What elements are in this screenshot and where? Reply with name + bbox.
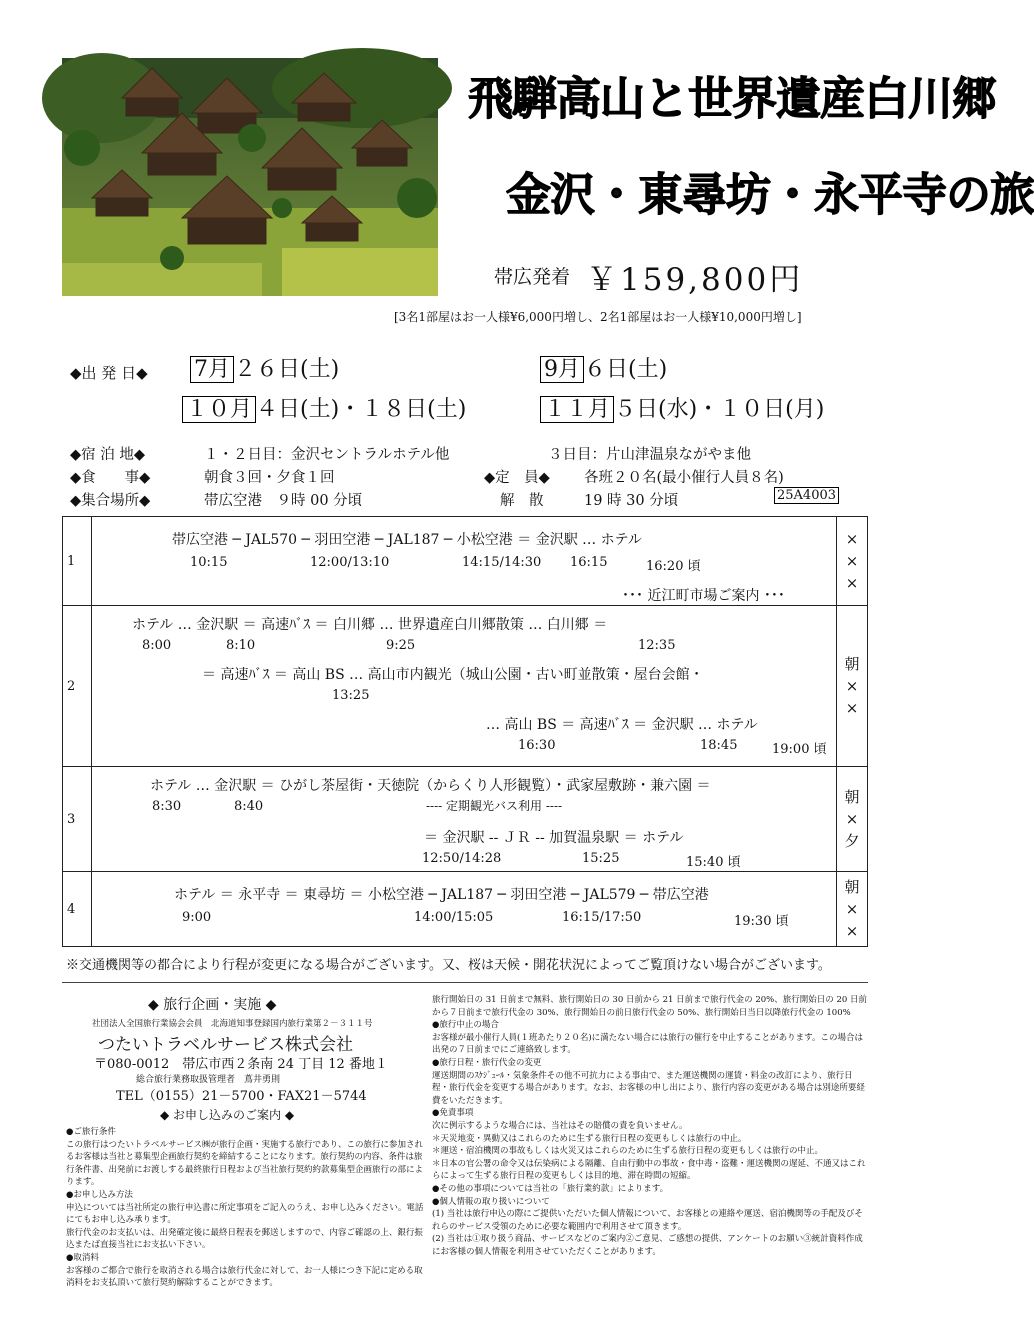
day-number: 3 (63, 767, 92, 872)
terms-text: (1) 当社は旅行申込の際にご提供いただいた個人情報について、お客様との連絡や運送、宿泊機関等の手配及びそれらのサービス受領のために必要な範囲内で利用させて頂きます。 (432, 1209, 863, 1232)
terms-text: ●個人情報の取り扱いについて (432, 1196, 550, 1207)
company-name: つたいトラベルサービス株式会社 (98, 1035, 353, 1055)
itinerary-table (62, 516, 868, 947)
depart-label: 帯広発着 (494, 266, 571, 288)
terms-text: 申込については当社所定の旅行申込書に所定事項をご記入のうえ、お申し込みください。電話にてもお申し込み承ります。 (66, 1202, 424, 1226)
schedule-footnote: ※交通機関等の都合により行程が変更になる場合がございます。又、桜は天候・開花状況によってご覧頂けない場合がございます。 (66, 958, 831, 973)
association-note: 社団法人全国旅行業協会会員 北海道知事登録国内旅行業第２－３１１号 (92, 1019, 373, 1029)
time: 14:15/14:30 (462, 555, 542, 570)
route-line: ＝ 高速ﾊﾞｽ ＝ 高山 BS … 高山市内観光（城山公園・古い町並散策・屋台会館・ (202, 667, 704, 683)
terms-text: ●旅行日程・旅行代金の変更 (432, 1057, 542, 1068)
capacity-label: ◆定 員◆ (484, 470, 550, 486)
breakfast: 朝 (844, 878, 860, 896)
stay-nights-1-2: １・２日目：金沢セントラルホテル他 (204, 447, 450, 463)
time: 13:25 (332, 688, 370, 703)
date-september-days: ６日(土) (584, 357, 668, 382)
route-line: 帯広空港 ─ JAL570 ─ 羽田空港 ─ JAL187 ─ 小松空港 ＝ 金沢駅 … ホテル (172, 532, 642, 548)
route-line: ホテル … 金沢駅 ＝ ひがし茶屋街・天徳院（からくり人形観覧）・武家屋敷跡・兼六園 ＝ (150, 778, 711, 794)
dismissal-value: 19 時 30 分頃 (584, 493, 679, 509)
date-november-days: ５日(水)・１０日(月) (614, 397, 825, 422)
price: ￥159,800円 (586, 262, 804, 298)
date-november-month: １１月 (540, 396, 614, 423)
itinerary-day-1 (63, 517, 868, 606)
terms-text: ●取消料 (66, 1252, 99, 1263)
terms-text: 旅行開始日の 31 日前まで無料、旅行開始日の 30 日前から 21 日前まで旅行代金の 20%、旅行開始日の 20 日前から７日前まで旅行代金の 30%、旅行開始日の前日旅行代金の 50%、旅行開始日当日以降旅行代金の 100% (432, 995, 867, 1018)
time: 8:10 (226, 638, 256, 653)
dismissal-label: 解 散 (500, 493, 544, 509)
apply-heading: ◆ お申し込みのご案内 ◆ (160, 1108, 295, 1122)
stay-night-3: ３日目：片山津温泉ながやま他 (548, 447, 751, 463)
breakfast: 朝 (844, 655, 860, 673)
meal-value: 朝食３回・夕食１回 (204, 470, 335, 486)
company-heading: ◆ 旅行企画・実施 ◆ (148, 997, 277, 1013)
terms-text: 運送期間のｽｹｼﾞｭｰﾙ・気象条件その他不可抗力による事由で、また運送機関の運賃・料金の改訂により、旅行日程・旅行代金を変更する場合があります。なお、お客様の申し出により、旅行内容の変更がある場合は別途所要経費をいただきます。 (432, 1070, 865, 1106)
time: 8:00 (142, 638, 172, 653)
terms-text: ●その他の事項については当社の「旅行業約款」によります。 (432, 1183, 669, 1194)
route-line: ホテル ＝ 永平寺 ＝ 東尋坊 ＝ 小松空港 ─ JAL187 ─ 羽田空港 ─ JAL579 ─ 帯広空港 (174, 887, 709, 903)
contact-phone-fax: TEL（0155）21－5700・FAX21－5744 (116, 1089, 367, 1104)
time: 10:15 (190, 555, 228, 570)
company-address: 〒080-0012 帯広市西２条南 24 丁目 12 番地１ (94, 1057, 388, 1072)
terms-text: ●旅行中止の場合 (432, 1020, 499, 1031)
date-september-month: 9月 (540, 356, 584, 383)
section-divider (62, 982, 868, 983)
time: 9:00 (182, 910, 212, 925)
date-july-days: ２６日(土) (234, 357, 340, 382)
date-september (540, 352, 667, 383)
dinner: × (845, 574, 859, 592)
lunch: × (845, 810, 859, 828)
day-number: 2 (63, 606, 92, 767)
date-july (190, 352, 339, 383)
time: 15:25 (582, 851, 620, 866)
tour-subtitle: 金沢・東尋坊・永平寺の旅 (506, 168, 1034, 221)
meal-label: ◆食 事◆ (70, 470, 151, 486)
meals (837, 767, 868, 872)
route-line: … 高山 BS ＝ 高速ﾊﾞｽ ＝ 金沢駅 … ホテル (486, 717, 758, 733)
manager: 総合旅行業務取扱管理者 蔦井勇則 (136, 1075, 281, 1085)
tour-title: 飛騨高山と世界遺産白川郷 (468, 72, 997, 125)
terms-text: お客様のご都合で旅行を取消される場合は旅行代金に対して、お一人様につき下記に定める取消料をお支払頂いて旅行契約解除することができます。 (66, 1265, 423, 1289)
route-line: ＝ 金沢駅 -- ＪＲ -- 加賀温泉駅 ＝ ホテル (424, 830, 684, 846)
terms-text: ＊運送・宿泊機関の事故もしくは火災又はこれらのために生ずる旅行日程の変更もしくは旅行の中止。 (432, 1146, 824, 1157)
date-october (182, 392, 466, 423)
day-number: 4 (63, 872, 92, 947)
stay-label: ◆宿 泊 地◆ (70, 447, 146, 463)
market-note: ･･･ 近江町市場ご案内 ･･･ (622, 588, 785, 604)
lunch: × (845, 677, 859, 695)
terms-text: ＊天災地変・異動又はこれらのために生ずる旅行日程の変更もしくは旅行の中止。 (432, 1133, 747, 1144)
time: 14:00/15:05 (414, 910, 494, 925)
time: 16:20 頃 (646, 559, 701, 574)
lunch: × (845, 552, 859, 570)
meeting-label: ◆集合場所◆ (70, 493, 151, 509)
terms-text: 次に例示するような場合には、当社はその賠償の責を負いません。 (432, 1120, 688, 1131)
time: 19:30 頃 (734, 914, 789, 929)
dinner: × (845, 922, 859, 940)
meals (837, 517, 868, 606)
day-route-cell (92, 517, 837, 606)
terms-text: この旅行はつたいトラベルサービス㈱が旅行企画・実施する旅行であり、この旅行に参加されるお客様は当社と募集型企画旅行契約を締結することになります。旅行契約の内容、条件は旅行条件書、出発前にお渡しする最終旅行日程および当社旅行契約約款募集型企画旅行の部によります。 (66, 1139, 424, 1188)
time: 16:15/17:50 (562, 910, 642, 925)
time: 8:40 (234, 799, 264, 814)
itinerary-day-4 (63, 872, 868, 947)
bus-note: ---- 定期観光バス利用 ---- (426, 799, 563, 813)
time: 8:30 (152, 799, 182, 814)
terms-text: ＊日本の官公署の命令又は伝染病による隔離、自由行動中の事故・食中毒・盗難・運送機関の遅延、不通又はこれらによって生ずる旅行日程の変更もしくは目的地、滞在時間の短縮。 (432, 1158, 866, 1182)
terms-text: ●ご旅行条件 (66, 1127, 116, 1137)
time: 9:25 (386, 638, 416, 653)
terms-text: お客様が最小催行人員(１班あたり２０名)に満たない場合には旅行の催行を中止することがあります。この場合は出発の７日前までにご連絡致します。 (432, 1032, 863, 1056)
terms-right (432, 994, 868, 1258)
time: 16:15 (570, 555, 608, 570)
dinner: 夕 (844, 832, 860, 850)
breakfast: 朝 (844, 788, 860, 806)
time: 16:30 (518, 738, 556, 753)
day-number: 1 (63, 517, 92, 606)
terms-left (66, 1126, 426, 1290)
time: 12:00/13:10 (310, 555, 390, 570)
dinner: × (845, 699, 859, 717)
time: 19:00 頃 (772, 742, 827, 757)
date-october-days: ４日(土)・１８日(土) (256, 397, 467, 422)
itinerary-day-3 (63, 767, 868, 872)
meals (837, 872, 868, 947)
terms-text: 旅行代金のお支払いは、出発確定後に最終日程表を郵送しますので、内容ご確認の上、銀行振込またば直接当社にお支払い下さい。 (66, 1227, 423, 1251)
itinerary-day-2 (63, 606, 868, 767)
room-surcharge-note: [3名1部屋はお一人様¥6,000円増し、2名1部屋はお一人様¥10,000円増し] (394, 310, 802, 324)
time: 15:40 頃 (686, 855, 741, 870)
village-photo (62, 58, 438, 296)
day-route-cell (92, 767, 837, 872)
time: 12:35 (638, 638, 676, 653)
tour-code: 25A4003 (774, 487, 839, 504)
capacity-value: 各班２０名(最小催行人員８名) (584, 470, 784, 486)
date-november (540, 392, 824, 423)
time: 12:50/14:28 (422, 851, 502, 866)
lunch: × (845, 900, 859, 918)
meals (837, 606, 868, 767)
terms-text: (2) 当社は①取り扱う商品、サービスなどのご案内②ご意見、ご感想の提供、アンケートのお願い③統計資料作成にお客様の個人情報を利用させていただくことがあります。 (432, 1234, 863, 1257)
route-line: ホテル … 金沢駅 ＝ 高速ﾊﾞｽ ＝ 白川郷 … 世界遺産白川郷散策 … 白川郷 ＝ (132, 617, 608, 633)
terms-text: ●お申し込み方法 (66, 1189, 133, 1200)
time: 18:45 (700, 738, 738, 753)
date-october-month: １０月 (182, 396, 256, 423)
day-route-cell (92, 872, 837, 947)
dates-label: ◆出 発 日◆ (70, 364, 148, 382)
breakfast: × (845, 530, 859, 548)
meeting-value: 帯広空港 ９時 00 分頃 (204, 493, 363, 509)
date-july-month: 7月 (190, 356, 234, 383)
day-route-cell (92, 606, 837, 767)
terms-text: ●免責事項 (432, 1108, 474, 1119)
